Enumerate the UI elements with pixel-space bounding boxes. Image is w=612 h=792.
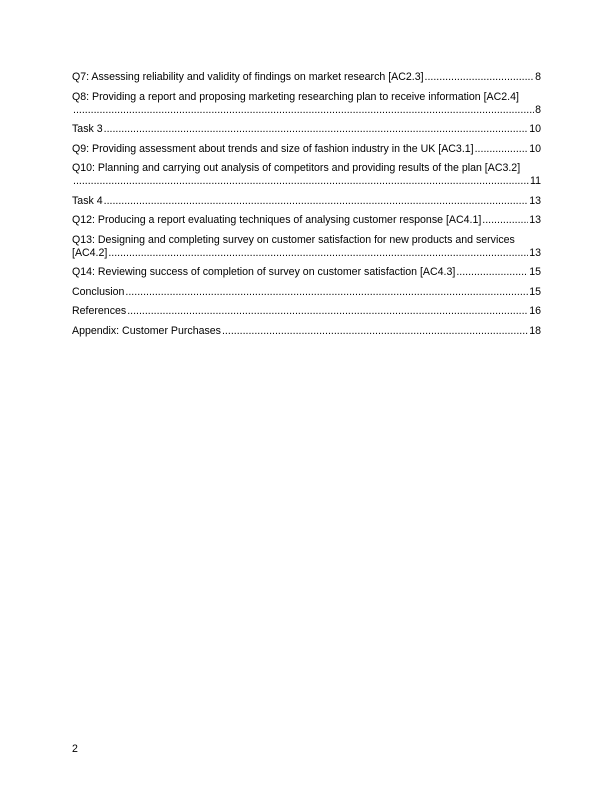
toc-entry-page: 10 bbox=[529, 123, 541, 135]
toc-entry-page: 16 bbox=[529, 305, 541, 317]
toc-entry-page: 15 bbox=[529, 266, 541, 278]
toc-entry-title: Q13: Designing and completing survey on customer satisfaction for new products and services bbox=[72, 233, 515, 246]
dot-leader bbox=[475, 143, 529, 156]
table-of-contents bbox=[72, 71, 541, 344]
toc-entry-title: Q10: Planning and carrying out analysis of competitors and providing results of the plan [AC3.2] bbox=[72, 162, 521, 174]
toc-entry-title: Q7: Assessing reliability and validity of findings on market research [AC2.3] bbox=[72, 71, 424, 83]
toc-entry-title: Q12: Producing a report evaluating techniques of analysing customer response [AC4.1] bbox=[72, 214, 482, 226]
toc-entry-q7[interactable] bbox=[72, 71, 541, 84]
toc-entry-q8[interactable] bbox=[72, 91, 541, 117]
dot-leader bbox=[125, 286, 528, 299]
dot-leader bbox=[73, 104, 534, 117]
toc-entry-q9[interactable] bbox=[72, 143, 541, 156]
toc-entry-page: 13 bbox=[529, 246, 541, 259]
toc-entry-page: 18 bbox=[529, 324, 541, 337]
dot-leader bbox=[127, 305, 528, 318]
page-number: 2 bbox=[72, 743, 78, 755]
toc-entry-title: Appendix: Customer Purchases bbox=[72, 324, 221, 337]
dot-leader bbox=[425, 71, 535, 84]
toc-entry-appendix[interactable] bbox=[72, 325, 541, 338]
toc-entry-title: Q8: Providing a report and proposing marketing researching plan to receive information [AC2.4] bbox=[72, 90, 519, 103]
dot-leader bbox=[104, 123, 529, 136]
toc-entry-title: Conclusion bbox=[72, 285, 125, 298]
dot-leader bbox=[73, 175, 529, 188]
toc-entry-task-3[interactable] bbox=[72, 123, 541, 136]
toc-entry-conclusion[interactable] bbox=[72, 286, 541, 299]
dot-leader bbox=[104, 195, 529, 208]
toc-entry-page: 13 bbox=[529, 194, 541, 207]
toc-entry-page: 8 bbox=[535, 71, 541, 83]
dot-leader bbox=[222, 325, 528, 338]
toc-entry-q12[interactable] bbox=[72, 214, 541, 227]
toc-entry-q14[interactable] bbox=[72, 266, 541, 279]
toc-entry-references[interactable] bbox=[72, 305, 541, 318]
toc-entry-q13[interactable] bbox=[72, 234, 541, 260]
toc-entry-page: 10 bbox=[529, 142, 541, 155]
toc-entry-title: References bbox=[72, 305, 127, 317]
toc-entry-title: Q14: Reviewing success of completion of survey on customer satisfaction [AC4.3] bbox=[72, 266, 456, 278]
toc-entry-page: 15 bbox=[529, 285, 541, 298]
toc-entry-page: 13 bbox=[529, 214, 541, 226]
toc-entry-q10[interactable] bbox=[72, 162, 541, 188]
toc-entry-title: Q9: Providing assessment about trends and size of fashion industry in the UK [AC3.1] bbox=[72, 142, 474, 155]
dot-leader bbox=[108, 247, 528, 260]
toc-entry-task-4[interactable] bbox=[72, 195, 541, 208]
dot-leader bbox=[482, 214, 528, 227]
toc-entry-title: Task 4 bbox=[72, 194, 103, 207]
toc-entry-title-cont: [AC4.2] bbox=[72, 246, 108, 259]
dot-leader bbox=[456, 266, 528, 279]
toc-entry-page: 11 bbox=[530, 175, 541, 187]
toc-entry-page: 8 bbox=[535, 103, 541, 116]
toc-entry-title: Task 3 bbox=[72, 123, 103, 135]
